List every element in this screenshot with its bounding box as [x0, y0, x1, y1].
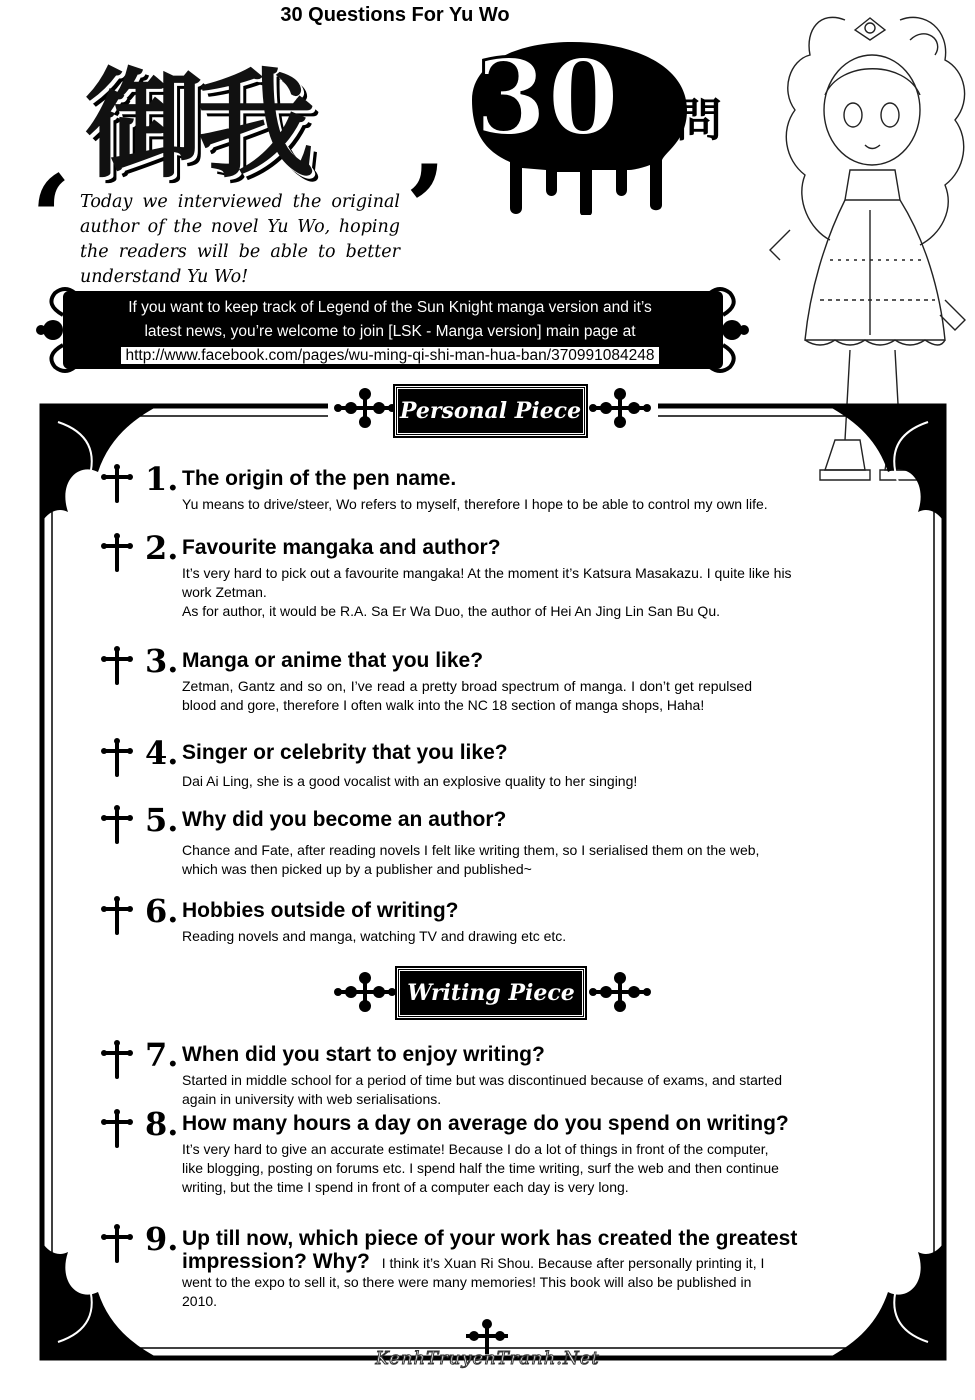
cross-icon — [100, 463, 134, 503]
question-answer: Chance and Fate, after reading novels I felt like writing them, so I serialised them on the web, which was then picked up by a publisher and published~ — [182, 842, 760, 877]
fleur-ornament-right — [585, 386, 655, 430]
quote-close: ’ — [405, 139, 447, 280]
question-title: Up till now, which piece of your work has created the greatest — [182, 1227, 798, 1250]
question-answer: Dai Ai Ling, she is a good vocalist with an explosive quality to her singing! — [182, 773, 638, 789]
question-number: 5. — [145, 801, 179, 839]
question-answer: Zetman, Gantz and so on, I’ve read a pretty broad spectrum of manga. I don’t get repulsed blood and gore, therefore I often walk into the NC 18 section of manga shops, Haha! — [182, 678, 752, 713]
question-number: 9. — [145, 1220, 179, 1258]
question-title: Hobbies outside of writing? — [182, 899, 459, 922]
question-answer: I think it’s Xuan Ri Shou. Because after personally printing it, I went to the expo to sell it, so there were many memories! This book will also be published in 2010. — [182, 1255, 765, 1309]
cross-icon — [100, 804, 134, 844]
logo-kanji: 御我 — [85, 55, 310, 194]
question-9 — [100, 1220, 890, 1311]
question-5 — [100, 801, 890, 879]
fleur-ornament-right — [585, 970, 655, 1014]
page-title: 30 Questions For Yu Wo — [280, 4, 510, 26]
section-personal-piece: Personal Piece — [395, 386, 586, 436]
question-number: 1. — [145, 460, 179, 498]
cross-icon — [100, 532, 134, 572]
question-title: How many hours a day on average do you spend on writing? — [182, 1112, 789, 1135]
question-title: Singer or celebrity that you like? — [182, 741, 508, 764]
cross-icon — [100, 1039, 134, 1079]
info-banner — [70, 296, 710, 368]
logo-suffix: 問 — [676, 93, 722, 147]
cross-icon — [100, 1223, 134, 1263]
question-number: 8. — [145, 1105, 179, 1143]
banner-line-2: latest news, you’re welcome to join [LSK - Manga version] main page at — [144, 323, 636, 340]
cross-icon — [100, 645, 134, 685]
quote-open: ‘ — [30, 149, 72, 290]
question-answer: Reading novels and manga, watching TV and drawing etc etc. — [182, 928, 567, 944]
intro-text: Today we interviewed the original author of the novel Yu Wo, hoping the readers will be able to better understand Yu Wo! — [80, 192, 400, 287]
watermark: KenhTruyenTranh.Net — [375, 1348, 600, 1369]
logo-number: 30 — [474, 36, 620, 159]
question-title: Why did you become an author? — [182, 808, 507, 831]
question-title: Manga or anime that you like? — [182, 649, 484, 672]
question-answer: Yu means to drive/steer, Wo refers to myself, therefore I hope to be able to control my own life. — [182, 496, 768, 512]
question-answer: It’s very hard to pick out a favourite mangaka! At the moment it’s Katsura Masakazu. I quite like his work Zetman. — [182, 565, 792, 600]
fleur-ornament-left — [330, 970, 400, 1014]
question-number: 6. — [145, 892, 179, 930]
banner-line-1: If you want to keep track of Legend of the Sun Knight manga version and it’s — [128, 299, 652, 316]
cross-icon — [100, 737, 134, 777]
question-3 — [100, 642, 890, 715]
section-writing-piece: Writing Piece — [397, 968, 585, 1018]
question-title: The origin of the pen name. — [182, 467, 457, 490]
question-4 — [100, 734, 890, 791]
question-2 — [100, 529, 890, 621]
question-6 — [100, 892, 890, 946]
question-number: 2. — [145, 529, 179, 567]
question-number: 3. — [145, 642, 179, 680]
cross-icon — [100, 1108, 134, 1148]
question-title: When did you start to enjoy writing? — [182, 1043, 545, 1066]
facebook-link[interactable]: http://www.facebook.com/pages/wu-ming-qi-shi-man-hua-ban/370991084248 — [121, 347, 658, 364]
question-title: Favourite mangaka and author? — [182, 536, 501, 559]
question-answer-extra: As for author, it would be R.A. Sa Er Wa Duo, the author of Hei An Jing Lin San Bu Qu. — [182, 603, 720, 619]
question-7 — [100, 1036, 890, 1109]
question-answer: Started in middle school for a period of time but was discontinued because of exams, and started again in university with web serialisations. — [182, 1072, 783, 1107]
question-8 — [100, 1105, 890, 1197]
fleur-ornament-left — [330, 386, 400, 430]
question-1 — [100, 460, 890, 514]
question-title-continued: impression? Why? — [182, 1250, 370, 1273]
question-number: 7. — [145, 1036, 179, 1074]
cross-icon — [100, 895, 134, 935]
question-number: 4. — [145, 734, 179, 772]
question-answer: It’s very hard to give an accurate estimate! Because I do a lot of things in front of the computer, like blogging, posting on forums etc. I spend half the time writing, surf the web and then continue writing, but the time I spend in front of a computer each day is very long. — [182, 1141, 779, 1195]
